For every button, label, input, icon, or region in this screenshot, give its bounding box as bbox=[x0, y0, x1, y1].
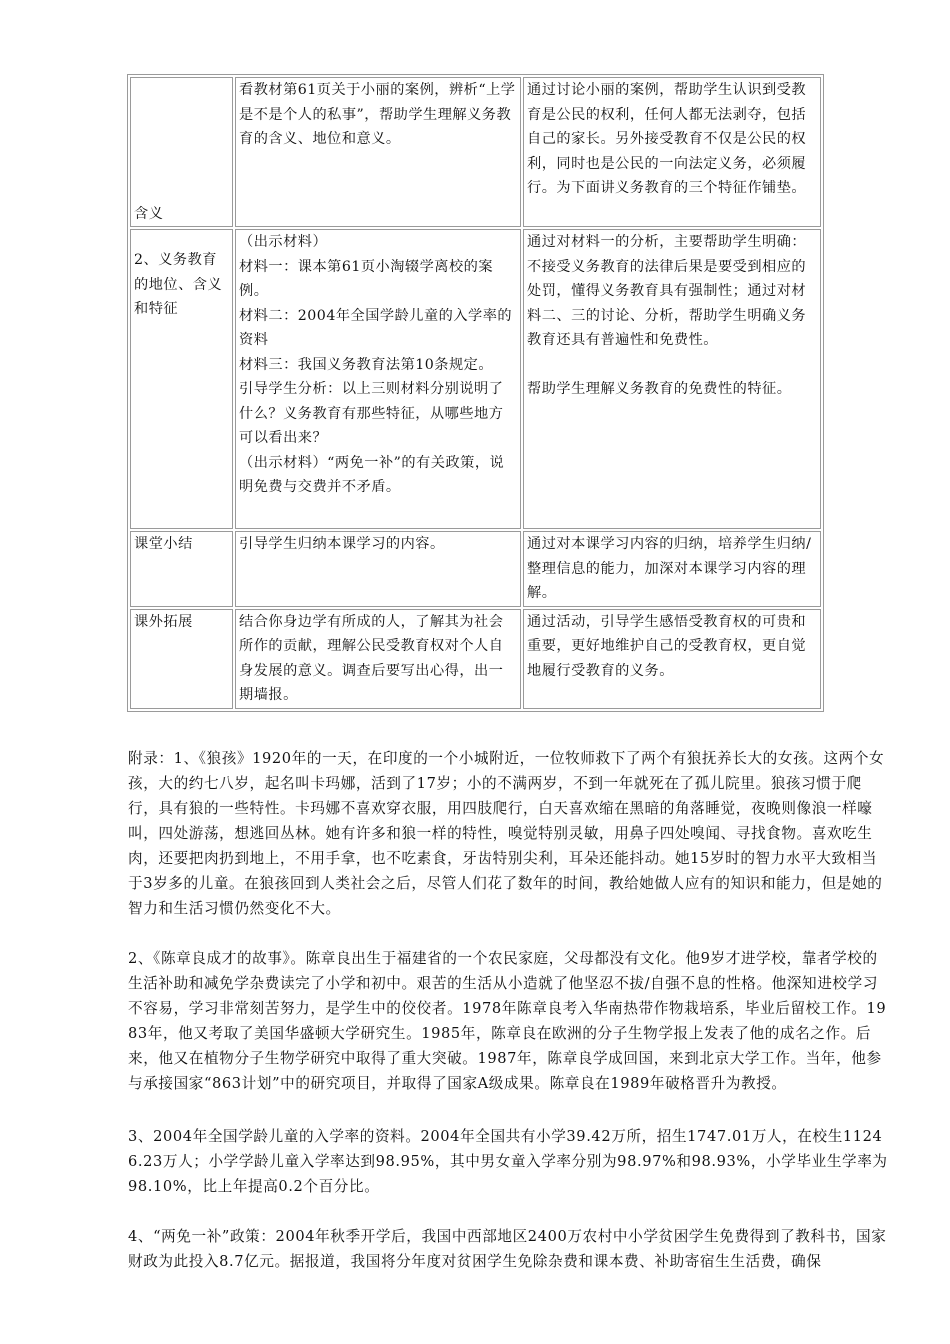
topic-cell bbox=[130, 77, 233, 227]
intent-cell bbox=[523, 77, 821, 227]
appendix-item-3 bbox=[128, 1124, 888, 1199]
activity-text: 引导学生分析：以上三则材料分别说明了什么？义务教育有那些特征，从哪些地方可以看出来？ bbox=[239, 381, 504, 446]
appendix-item-2 bbox=[128, 946, 888, 1096]
appendix-item-1 bbox=[128, 746, 888, 921]
appendix-text: 4、“两免一补”政策：2004年秋季开学后，我国中西部地区2400万农村中小学贫困学生免费得到了教科书，国家财政为此投入8.7亿元。据报道，我国将分年度对贫困学生免除杂费和课本费、补助寄宿生生活费，确保 bbox=[128, 1228, 887, 1270]
topic-text: 课外拓展 bbox=[134, 613, 193, 630]
activity-cell bbox=[235, 609, 521, 709]
activity-cell bbox=[235, 77, 521, 227]
topic-text: 2、义务教育的地位、含义和特征 bbox=[134, 252, 223, 317]
activity-text: 材料三：我国义务教育法第10条规定。 bbox=[239, 356, 494, 373]
appendix-text: 3、2004年全国学龄儿童的入学率的资料。2004年全国共有小学39.42万所，招生1747.01万人，在校生11246.23万人；小学学龄儿童入学率达到98.95%，其中男女童入学率分别为98.97%和98.93%，小学毕业生学率为98.10%，比上年提高0.2个百分比。 bbox=[128, 1128, 888, 1195]
intent-text: 通过对本课学习内容的归纳，培养学生归纳/整理信息的能力，加深对本课学习内容的理解。 bbox=[527, 536, 812, 601]
intent-text: 通过活动，引导学生感悟受教育权的可贵和重要，更好地维护自己的受教育权，更自觉地履行受教育的义务。 bbox=[527, 613, 807, 679]
topic-cell bbox=[130, 609, 233, 709]
topic-cell bbox=[130, 531, 233, 607]
intent-cell bbox=[523, 229, 821, 529]
table-row bbox=[130, 609, 821, 709]
activity-cell bbox=[235, 531, 521, 607]
activity-cell bbox=[235, 229, 521, 529]
table-row bbox=[130, 229, 821, 529]
lesson-plan-table bbox=[127, 74, 824, 712]
activity-text: 材料一：课本第61页小淘辍学离校的案例。 bbox=[239, 258, 494, 299]
appendix-text: 2、《陈章良成才的故事》。陈章良出生于福建省的一个农民家庭，父母都没有文化。他9岁才进学校，靠者学校的生活补助和减免学杂费读完了小学和初中。艰苦的生活从小造就了他坚忍不拔/自强不息的性格。他深知进校学习不容易，学习非常刻苦努力，是学生中的佼佼者。1978年陈章良考入华南热带作物栽培系，毕业后留校工作。1983年，他又考取了美国华盛顿大学研究生。1985年，陈章良在欧洲的分子生物学报上发表了他的成名之作。后来，他又在植物分子生物学研究中取得了重大突破。1987年，陈章良学成回国，来到北京大学工作。当年，他参与承接国家“863计划”中的研究项目，并取得了国家A级成果。陈章良在1989年破格晋升为教授。 bbox=[128, 950, 887, 1092]
activity-text: 看教材第61页关于小丽的案例，辨析“上学是不是个人的私事”，帮助学生理解义务教育的含义、地位和意义。 bbox=[239, 82, 516, 147]
topic-text: 含义 bbox=[134, 205, 164, 222]
intent-text: 通过对材料一的分析，主要帮助学生明确：不接受义务教育的法律后果是要受到相应的处罚，懂得义务教育具有强制性；通过对材料二、三的讨论、分析，帮助学生明确义务教育还具有普遍性和免费性。 bbox=[527, 234, 807, 348]
activity-text: （出示材料）“两免一补”的有关政策，说明免费与交费并不矛盾。 bbox=[239, 454, 505, 495]
activity-text: （出示材料） bbox=[239, 234, 328, 250]
topic-cell bbox=[130, 229, 233, 529]
intent-cell bbox=[523, 609, 821, 709]
appendix-item-4 bbox=[128, 1224, 888, 1274]
intent-cell bbox=[523, 531, 821, 607]
topic-text: 课堂小结 bbox=[134, 536, 193, 552]
intent-text: 通过讨论小丽的案例，帮助学生认识到受教育是公民的权利，任何人都无法剥夺，包括自己的家长。另外接受教育不仅是公民的权利，同时也是公民的一向法定义务，必须履行。为下面讲义务教育的三个特征作铺垫。 bbox=[527, 82, 807, 196]
table-row bbox=[130, 77, 821, 227]
activity-text: 引导学生归纳本课学习的内容。 bbox=[239, 536, 445, 552]
table-row bbox=[130, 531, 821, 607]
activity-text: 材料二：2004年全国学龄儿童的入学率的资料 bbox=[239, 307, 513, 348]
activity-text: 结合你身边学有所成的人，了解其为社会所作的贡献，理解公民受教育权对个人自身发展的意义。调查后要写出心得，出一期墙报。 bbox=[239, 613, 504, 703]
intent-text: 帮助学生理解义务教育的免费性的特征。 bbox=[527, 380, 792, 397]
appendix-text: 附录：1、《狼孩》1920年的一天，在印度的一个小城附近，一位牧师救下了两个有狼抚养长大的女孩。这两个女孩，大的约七八岁，起名叫卡玛娜，活到了17岁；小的不满两岁，不到一年就死在了孤儿院里。狼孩习惯于爬行，具有狼的一些特性。卡玛娜不喜欢穿衣服，用四肢爬行，白天喜欢缩在黑暗的角落睡觉，夜晚则像浪一样嚎叫，四处游荡，想逃回丛林。她有许多和狼一样的特性，嗅觉特别灵敏，用鼻子四处嗅闻、寻找食物。喜欢吃生肉，还要把肉扔到地上，不用手拿，也不吃素食，牙齿特别尖利，耳朵还能抖动。她15岁时的智力水平大致相当于3岁多的儿童。在狼孩回到人类社会之后，尽管人们花了数年的时间，教给她做人应有的知识和能力，但是她的智力和生活习惯仍然变化不大。 bbox=[128, 750, 885, 917]
